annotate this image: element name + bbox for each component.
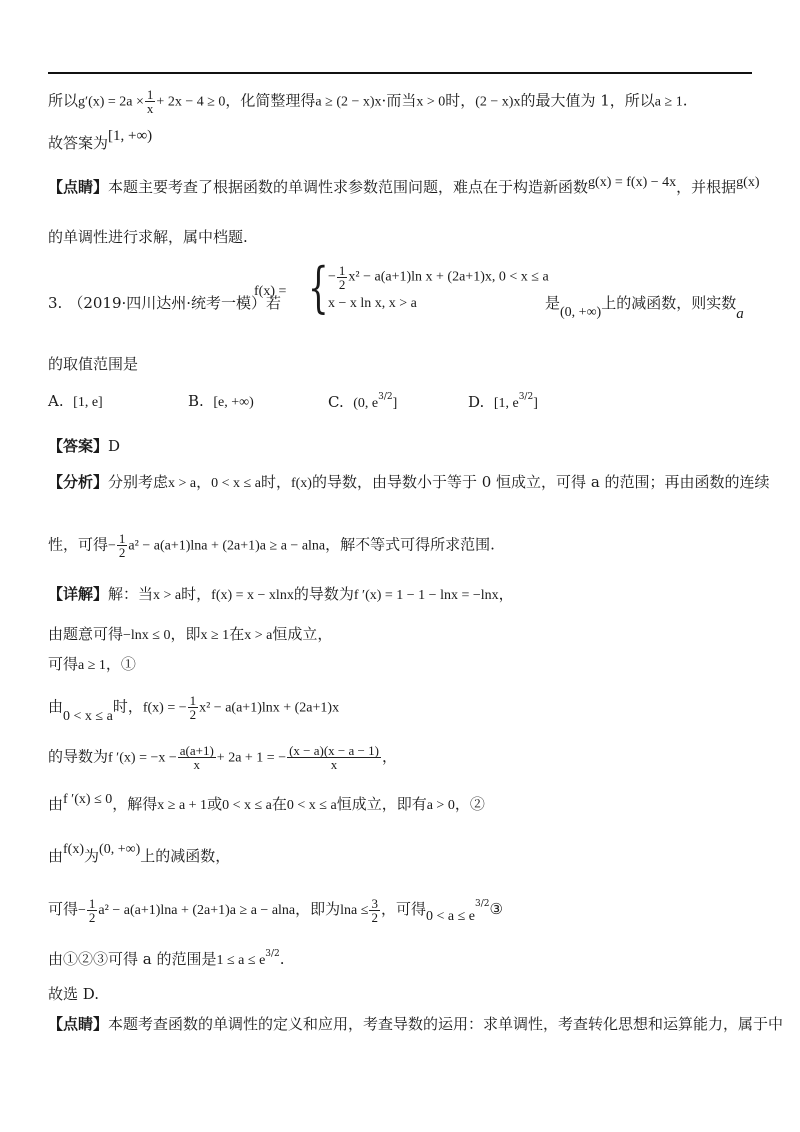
text: 恒成立，即有 (336, 795, 427, 813)
text: 解：当 (108, 585, 154, 603)
detail-line-5 (48, 744, 397, 771)
exponent: 3/2 (518, 392, 534, 402)
comment-tag: 【点睛】 (48, 1015, 109, 1033)
math: (0, +∞) (99, 842, 141, 857)
math: f ′(x) = 1 − 1 − lnx = −lnx (353, 588, 499, 603)
detail-line-3 (48, 654, 136, 676)
exponent: 3/2 (265, 949, 280, 959)
text: 的取值范围是 (48, 355, 139, 373)
denominator: 2 (88, 909, 96, 925)
analysis-line-2 (48, 532, 495, 559)
math: 0 < x ≤ a (222, 798, 272, 813)
question-3-stem (48, 293, 281, 313)
detail-line-6 (48, 794, 485, 816)
option-value: (0, e (353, 396, 379, 411)
fraction (87, 897, 98, 924)
math: f(x) = − (142, 700, 187, 716)
math: x² − a(a+1)lnx + (2a+1)x (199, 700, 340, 716)
math: g(x) = f(x) − 4x (588, 175, 677, 190)
answer-line (48, 128, 153, 154)
header-rule (48, 72, 752, 74)
math: x > a (153, 588, 182, 603)
text: 本题主要考查了根据函数的单调性求参数范围问题，难点在于构造新函数 (108, 178, 589, 196)
math: f(x) (63, 842, 85, 857)
math: 0 < a ≤ e (425, 909, 475, 924)
math: g′(x) = 2a × (78, 94, 144, 110)
text: ，即为 (295, 900, 341, 918)
option-value: [1, e] (73, 395, 103, 410)
text: 故选 D. (48, 985, 100, 1003)
exponent: 3/2 (474, 899, 490, 909)
option-b[interactable] (188, 392, 254, 411)
fraction (117, 532, 128, 559)
math: x ≥ a + 1 (157, 798, 208, 813)
detail-tag: 【详解】 (48, 585, 109, 603)
text: 的导数为 (293, 585, 354, 603)
answer-line (48, 436, 120, 456)
denominator: 2 (118, 545, 126, 560)
fraction (337, 264, 348, 291)
text: ，并根据 (676, 178, 737, 196)
text: 本题考查函数的单调性的定义和应用，考查导数的运用：求单调性，考查转化思想和运算能力，属于中 (108, 1015, 784, 1033)
text: 分别考虑 (108, 473, 169, 491)
comment-line-3 (48, 1014, 783, 1034)
text: ，解不等式可得所求范围. (325, 535, 495, 554)
text: 由 (48, 847, 64, 865)
option-value: [1, e (493, 396, 519, 411)
exponent: 3/2 (378, 392, 393, 402)
analysis-line-1 (48, 472, 770, 494)
text: 时， (112, 697, 143, 716)
function-lhs (254, 280, 286, 302)
math: f(x) (290, 476, 312, 491)
math: x ≥ 1 (200, 628, 230, 643)
math: + 2a + 1 = − (216, 750, 287, 766)
fraction (369, 897, 380, 924)
math: f(x) = x − xlnx (211, 588, 294, 603)
text: 由①②③可得 a 的范围是 (48, 950, 217, 968)
math: − (78, 903, 86, 918)
text: 可得 (48, 900, 79, 918)
text: 上的减函数，则实数 (601, 294, 737, 312)
denominator: 2 (371, 909, 378, 925)
text: ·而当 (381, 91, 417, 110)
math: f ′(x) ≤ 0 (63, 792, 113, 807)
text: 上的减函数， (140, 847, 231, 865)
text: 时， (181, 585, 212, 603)
option-c[interactable] (328, 392, 397, 412)
analysis-tag: 【分析】 (48, 473, 109, 491)
piecewise-case-1 (328, 264, 549, 291)
text: . (682, 91, 688, 110)
detail-line-1 (48, 584, 514, 606)
numerator: 1 (146, 87, 154, 102)
math: x > 0 (416, 94, 446, 110)
question-3-tail (545, 293, 744, 322)
text: . (279, 950, 285, 968)
math: lna ≤ (340, 903, 369, 918)
text: 是 (545, 294, 561, 312)
denominator: 2 (338, 277, 346, 292)
option-value: ] (392, 396, 398, 411)
text: ， (381, 747, 397, 766)
fraction (145, 88, 156, 115)
fraction (178, 744, 216, 771)
numerator: a(a+1) (179, 743, 214, 758)
text: ，解得 (112, 795, 158, 813)
text: 可得 (48, 655, 79, 673)
text: 时， (260, 473, 291, 491)
math: x > a (168, 476, 197, 491)
text: 的导数，由导数小于等于 0 恒成立，可得 a 的范围；再由函数的连续 (311, 473, 770, 491)
text: ， (196, 473, 212, 491)
math: x² − a(a+1)ln x + (2a+1)x, 0 < x ≤ a (348, 269, 549, 285)
numerator: (x − a)(x − a − 1) (289, 743, 379, 758)
math: a > 0 (426, 798, 455, 813)
text: 由题意可得 (48, 625, 124, 643)
text: 或 (207, 795, 223, 813)
math: 0 < x ≤ a (286, 798, 337, 813)
math: a ≥ (2 − x)x (315, 94, 382, 110)
detail-line-9 (48, 944, 285, 971)
text: 的导数为 (48, 747, 109, 766)
option-value: ] (533, 396, 538, 411)
text: 在 (229, 625, 245, 643)
numerator: 1 (88, 895, 96, 911)
answer-value: D (108, 437, 121, 455)
text: 性，可得 (48, 535, 109, 554)
detail-line-8 (48, 894, 503, 924)
numerator: 1 (338, 263, 346, 278)
numerator: 1 (189, 693, 197, 708)
text: 恒成立， (272, 625, 333, 643)
fraction (188, 694, 199, 721)
text: 时， (445, 91, 476, 110)
denominator: 2 (189, 707, 197, 722)
math: (0, +∞) (560, 305, 602, 320)
denominator: x (193, 757, 201, 772)
denominator: x (146, 101, 154, 116)
detail-line-7 (48, 842, 231, 868)
question-source: （2019·四川达州·统考一模）若 (68, 294, 282, 312)
text: 在 (271, 795, 287, 813)
text: 由 (48, 795, 64, 813)
math: [1, +∞) (108, 128, 153, 144)
text: 所以 (48, 91, 79, 110)
option-label: A. (48, 392, 64, 410)
text: ，即 (170, 625, 201, 643)
math: −lnx ≤ 0 (123, 628, 171, 643)
math: + 2x − 4 ≥ 0 (156, 94, 226, 110)
text: ③ (489, 900, 503, 918)
question-3-stem-2 (48, 354, 138, 374)
math: a² − a(a+1)lna + (2a+1)a ≥ a − alna (128, 538, 326, 554)
detail-line-4 (48, 693, 340, 724)
comment-line-2 (48, 227, 248, 247)
solution-line-1 (48, 88, 687, 115)
math: (2 − x)x (475, 94, 521, 110)
text: 的最大值为 1，所以 (520, 91, 655, 110)
question-number: 3. (48, 294, 63, 312)
comment-line-1 (48, 177, 759, 199)
text: ，① (105, 655, 136, 673)
text: 为 (84, 847, 100, 865)
option-d[interactable] (468, 392, 538, 412)
brace: { (308, 256, 329, 319)
text: ， (498, 585, 514, 603)
math: x > a (244, 628, 273, 643)
fraction (287, 744, 381, 771)
math: f(x) = (254, 284, 287, 299)
math: f ′(x) = −x − (108, 750, 177, 766)
detail-line-2 (48, 624, 332, 646)
math: a ≥ 1 (654, 94, 683, 110)
option-value: [e, +∞) (213, 395, 254, 410)
math: a (736, 306, 744, 322)
denominator: x (330, 757, 338, 772)
math: x − x ln x, x > a (328, 296, 417, 311)
option-label: D. (468, 393, 485, 411)
answer-tag: 【答案】 (48, 437, 109, 455)
math: 0 < x ≤ a (63, 708, 113, 724)
math: g(x) (736, 175, 760, 190)
math: a ≥ 1 (78, 658, 106, 673)
piecewise-case-2 (328, 296, 417, 312)
option-a[interactable] (48, 392, 103, 411)
text: 故答案为 (48, 134, 109, 152)
text: ，可得 (380, 900, 426, 918)
text: 的单调性进行求解，属中档题. (48, 228, 248, 246)
detail-line-10 (48, 984, 99, 1004)
math: a² − a(a+1)lna + (2a+1)a ≥ a − alna (98, 903, 296, 918)
numerator: 1 (118, 531, 126, 546)
math: − (328, 269, 336, 285)
option-label: C. (328, 393, 344, 411)
math: − (108, 538, 116, 554)
text: ，化简整理得 (225, 91, 316, 110)
math: 1 ≤ a ≤ e (216, 953, 266, 968)
text: ，② (454, 795, 485, 813)
numerator: 3 (371, 895, 378, 911)
comment-tag: 【点睛】 (48, 178, 109, 196)
option-label: B. (188, 392, 204, 410)
math: 0 < x ≤ a (211, 476, 261, 491)
text: 由 (48, 697, 64, 716)
